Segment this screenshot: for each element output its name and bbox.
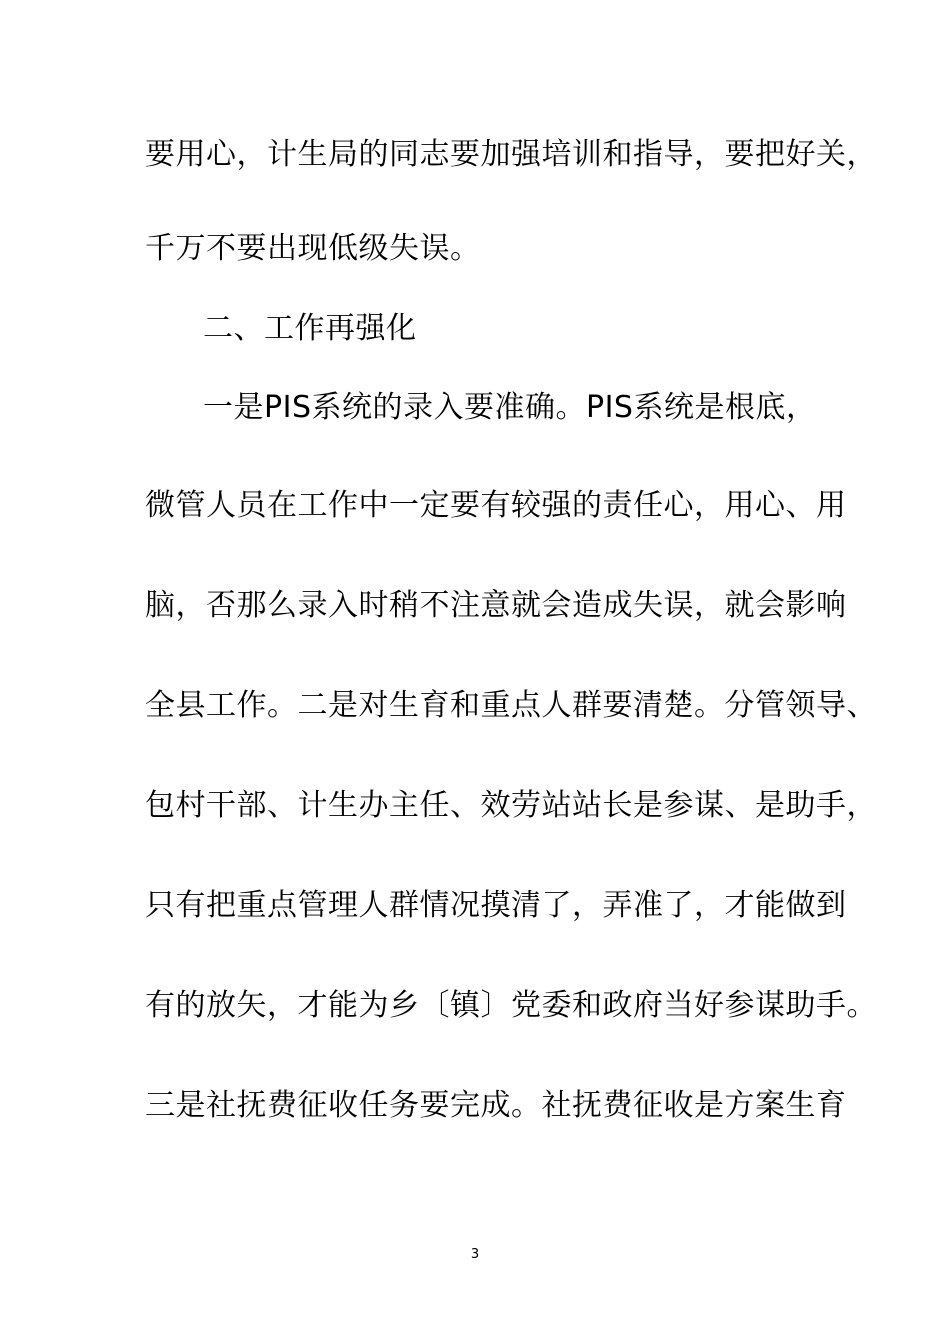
body-text-line: 包村干部、计生办主任、效劳站站长是参谋、是助手， — [145, 788, 877, 823]
body-text-line: 脑，否那么录入时稍不注意就会造成失误，就会影响 — [145, 588, 847, 623]
body-text-line: 一是PIS系统的录入要准确。PIS系统是根底， — [203, 390, 817, 425]
body-text-line: 微管人员在工作中一定要有较强的责任心，用心、用 — [145, 488, 847, 523]
section-heading: 二、工作再强化 — [203, 311, 417, 346]
body-text-line: 有的放矢，才能为乡〔镇〕党委和政府当好参谋助手。 — [145, 988, 877, 1023]
body-text-line: 千万不要出现低级失误。 — [145, 231, 481, 266]
body-text-line: 三是社抚费征收任务要完成。社抚费征收是方案生育 — [145, 1088, 847, 1123]
body-text-line: 要用心，计生局的同志要加强培训和指导，要把好关， — [145, 137, 877, 172]
page-number: 3 — [470, 1247, 480, 1262]
body-text-line: 只有把重点管理人群情况摸清了，弄准了，才能做到 — [145, 888, 847, 923]
body-text-line: 全县工作。二是对生育和重点人群要清楚。分管领导、 — [145, 688, 877, 723]
